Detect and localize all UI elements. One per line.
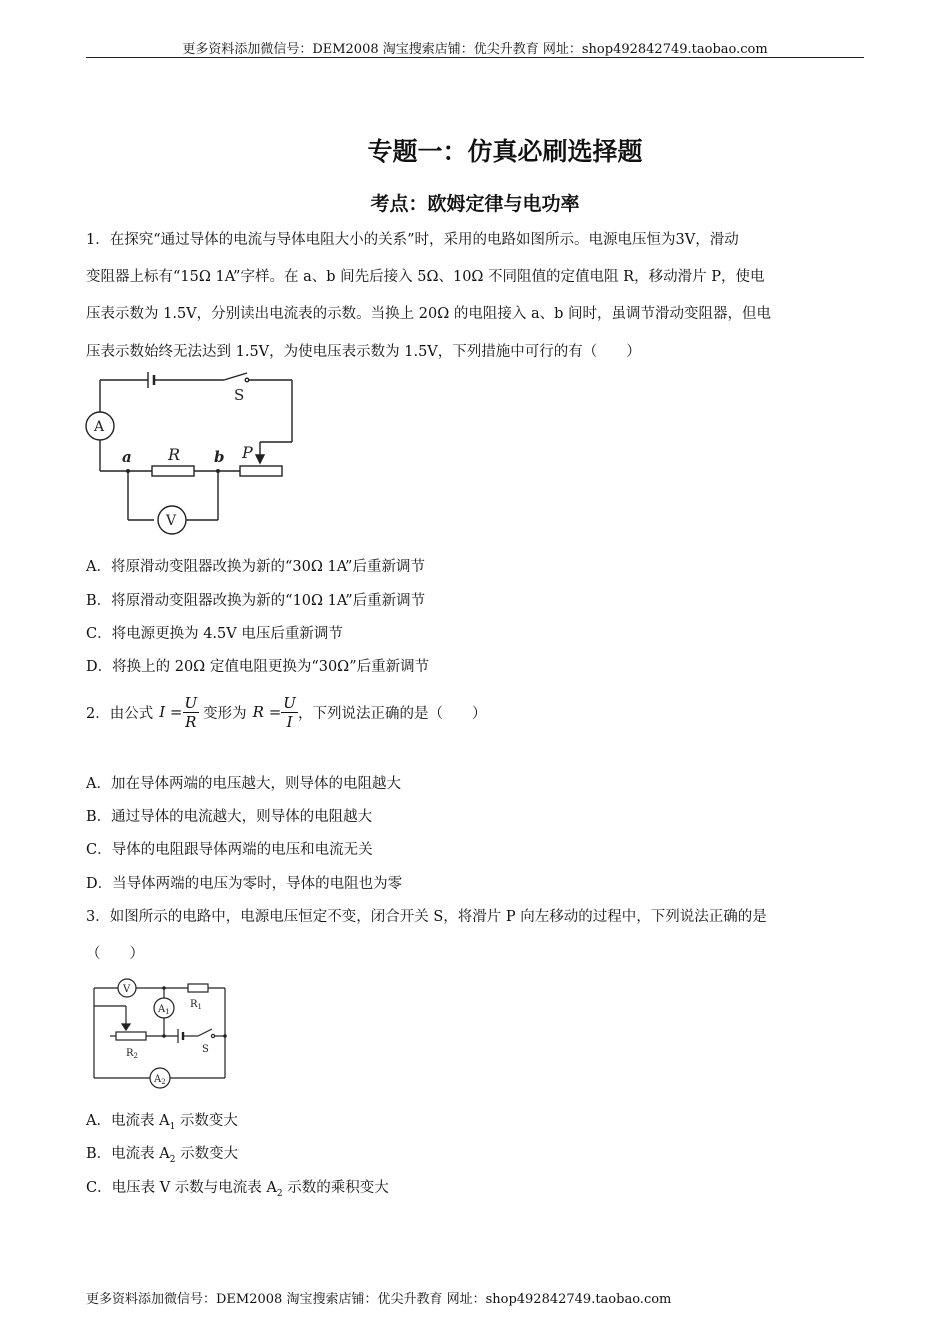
q1-option-c: C．将电源更换为 4.5V 电压后重新调节 bbox=[86, 626, 343, 642]
label-v: V bbox=[166, 513, 177, 529]
q2-option-d: D．当导体两端的电压为零时，导体的电阻也为零 bbox=[86, 876, 403, 892]
q2-option-b: B．通过导体的电流越大，则导体的电阻越大 bbox=[86, 809, 373, 825]
q1-circuit-diagram bbox=[82, 370, 312, 535]
label-s: S bbox=[234, 386, 245, 404]
switch-s bbox=[224, 373, 247, 380]
q3-label-a1: $A_1$ bbox=[158, 1004, 170, 1016]
q1-option-d: D．将换上的 20Ω 定值电阻更换为“30Ω”后重新调节 bbox=[86, 659, 430, 675]
q2-option-c: C．导体的电阻跟导体两端的电压和电流无关 bbox=[86, 842, 373, 858]
q2-option-a: A．加在导体两端的电压越大，则导体的电阻越大 bbox=[86, 776, 401, 792]
q3-switch bbox=[198, 1029, 212, 1036]
q2-suffix: ，下列说法正确的是（ ） bbox=[297, 705, 487, 722]
q2-formula2-lhs: R = bbox=[252, 703, 282, 721]
label-a-point: a bbox=[122, 448, 132, 466]
label-r: R bbox=[168, 445, 181, 464]
q3-label-r1: $R_1$ bbox=[190, 999, 202, 1011]
q2-formula2-denominator: I bbox=[286, 712, 293, 731]
page-footer: 更多资料添加微信号：DEM2008 淘宝搜索店铺：优尖升教育 网址：shop492842749.taobao.com bbox=[86, 1292, 672, 1307]
q3-option-c: C．电压表 V 示数与电流表 $A_2$ 示数的乘积变大 bbox=[86, 1180, 389, 1199]
resistor-r bbox=[152, 466, 194, 476]
label-p: P bbox=[242, 443, 253, 462]
q2-formula1-denominator: R bbox=[185, 712, 197, 731]
page-title: 专题一：仿真必刷选择题 bbox=[367, 137, 643, 166]
page-subtitle: 考点：欧姆定律与电功率 bbox=[370, 193, 580, 215]
q3-label-v: V bbox=[123, 984, 131, 995]
q1-line-3: 压表示数为 1.5V，分别读出电流表的示数。当换上 20Ω 的电阻接入 a、b 间时，虽调节滑动变阻器，但电 bbox=[86, 306, 771, 322]
q2-formula1-numerator: U bbox=[184, 693, 198, 712]
q3-resistor-r1 bbox=[188, 984, 208, 992]
q1-option-a: A．将原滑动变阻器改换为新的“30Ω 1A”后重新调节 bbox=[86, 559, 425, 575]
label-a: A bbox=[94, 419, 105, 435]
q2-prefix: 2．由公式 bbox=[86, 705, 154, 722]
q2-formula2-fraction bbox=[281, 694, 298, 731]
q3-label-r2: $R_2$ bbox=[126, 1048, 138, 1060]
q3-line-2: （ ） bbox=[86, 946, 144, 962]
q2-formula2-numerator: U bbox=[283, 693, 296, 712]
page-header: 更多资料添加微信号：DEM2008 淘宝搜索店铺：优尖升教育 网址：shop492842749.taobao.com bbox=[182, 42, 768, 57]
q1-line-1: 1．在探究“通过导体的电流与导体电阻大小的关系”时，采用的电路如图所示。电源电压恒为3V，滑动 bbox=[86, 232, 739, 248]
q3-label-s: S bbox=[202, 1044, 209, 1055]
label-b-point: b bbox=[214, 448, 225, 466]
q1-option-b: B．将原滑动变阻器改换为新的“10Ω 1A”后重新调节 bbox=[86, 593, 426, 609]
q2-stem bbox=[86, 688, 486, 736]
q3-label-a2: $A_2$ bbox=[154, 1074, 166, 1086]
q3-line-1: 3．如图所示的电路中，电源电压恒定不变，闭合开关 S，将滑片 P 向左移动的过程中，下列说法正确的是 bbox=[86, 909, 767, 925]
q1-line-2: 变阻器上标有“15Ω 1A”字样。在 a、b 间先后接入 5Ω、10Ω 不同阻值的定值电阻 R，移动滑片 P，使电 bbox=[86, 269, 765, 285]
header-divider bbox=[86, 57, 864, 58]
rheostat bbox=[240, 466, 282, 476]
q2-formula1-lhs: I = bbox=[159, 703, 183, 721]
q3-circuit-diagram bbox=[90, 974, 235, 1094]
q3-option-a: A．电流表 $A_1$ 示数变大 bbox=[86, 1113, 238, 1132]
q3-option-b: B．电流表 $A_2$ 示数变大 bbox=[86, 1146, 239, 1165]
q1-line-4: 压表示数始终无法达到 1.5V，为使电压表示数为 1.5V，下列措施中可行的有（ ） bbox=[86, 344, 641, 360]
q2-middle: 变形为 bbox=[203, 705, 247, 722]
q2-formula1-fraction bbox=[183, 694, 200, 731]
q3-rheostat-r2 bbox=[116, 1032, 146, 1040]
